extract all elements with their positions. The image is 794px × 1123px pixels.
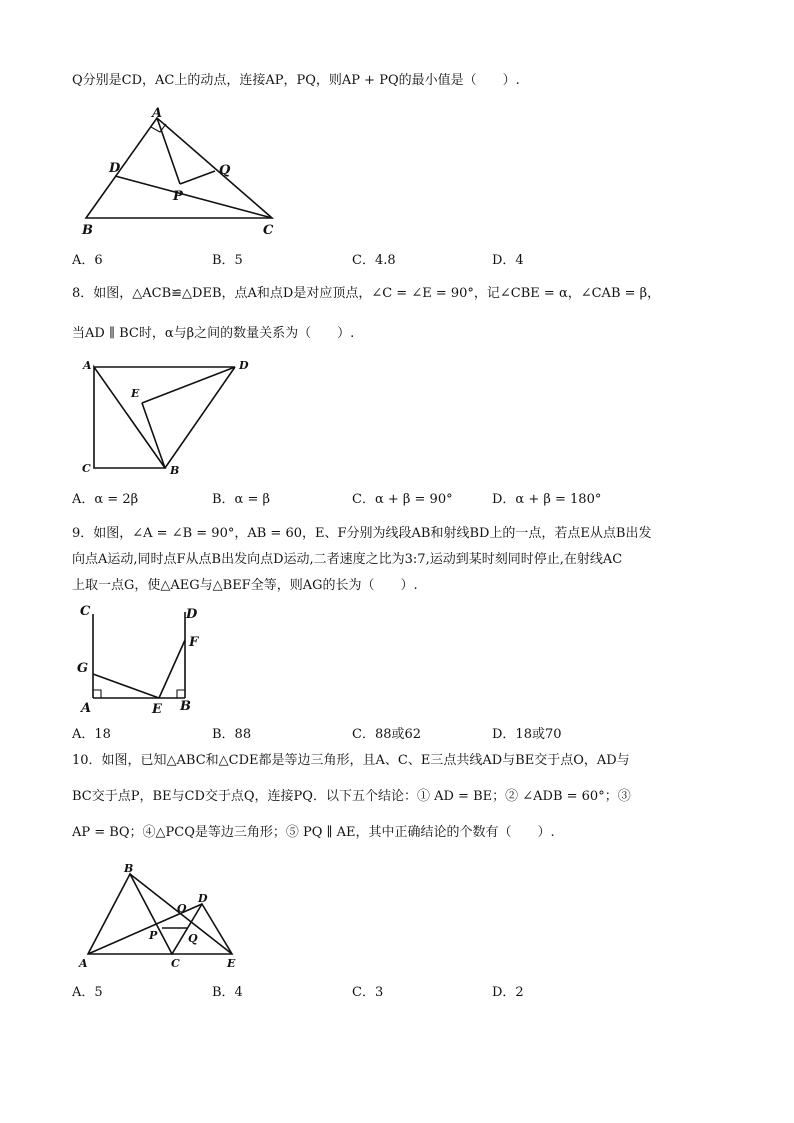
q10-option-b[interactable]: B．4 bbox=[212, 985, 243, 1000]
q7-label-p: P bbox=[173, 189, 183, 204]
q9-label-g: G bbox=[77, 661, 89, 676]
q9-text-line3: 上取一点G，使△AEG与△BEF全等，则AG的长为（ ）. bbox=[72, 578, 418, 593]
q10-option-a[interactable]: A．5 bbox=[72, 985, 103, 1000]
q9-label-b: B bbox=[180, 699, 191, 714]
q7-label-q: Q bbox=[219, 163, 231, 178]
q7-option-b[interactable]: B．5 bbox=[212, 253, 243, 268]
q10-label-e: E bbox=[227, 957, 236, 970]
q9-option-b[interactable]: B．88 bbox=[212, 727, 252, 742]
q10-text-line1: 10．如图，已知△ABC和△CDE都是等边三角形，且A、C、E三点共线AD与BE交于点O，AD与 bbox=[72, 753, 630, 768]
q10-text-line3: AP = BQ；④△PCQ是等边三角形；⑤ PQ ∥ AE，其中正确结论的个数有（ ）. bbox=[72, 825, 555, 840]
q10-label-b: B bbox=[124, 862, 134, 875]
q9-option-d[interactable]: D．18或70 bbox=[492, 727, 562, 742]
q8-label-b: B bbox=[170, 464, 180, 477]
q10-option-d[interactable]: D．2 bbox=[492, 985, 524, 1000]
q8-triangle-acb bbox=[94, 367, 165, 468]
q8-option-b[interactable]: B．α = β bbox=[212, 492, 271, 507]
q9-label-a: A bbox=[81, 701, 92, 716]
q9-label-d: D bbox=[186, 607, 198, 622]
q10-label-o: O bbox=[177, 902, 187, 915]
q8-segment-de bbox=[142, 367, 235, 403]
q7-segment-pq bbox=[180, 171, 215, 184]
q9-text-line1: 9．如图，∠A = ∠B = 90°，AB = 60，E、F分别为线段AB和射线BD上的一点，若点E从点B出发 bbox=[72, 526, 652, 541]
q8-option-a[interactable]: A．α = 2β bbox=[72, 492, 139, 507]
q10-label-a: A bbox=[79, 957, 88, 970]
q8-option-c[interactable]: C．α + β = 90° bbox=[352, 492, 453, 507]
q9-label-c: C bbox=[80, 604, 91, 619]
q9-label-f: F bbox=[189, 635, 199, 650]
q9-option-a[interactable]: A．18 bbox=[72, 727, 111, 742]
q7-option-c[interactable]: C．4.8 bbox=[352, 253, 396, 268]
q8-segment-eb bbox=[142, 403, 165, 468]
q10-label-c: C bbox=[171, 957, 180, 970]
q9-option-c[interactable]: C．88或62 bbox=[352, 727, 422, 742]
q8-segment-db bbox=[165, 367, 235, 468]
q10-option-c[interactable]: C．3 bbox=[352, 985, 384, 1000]
q7-label-c: C bbox=[263, 223, 274, 238]
q8-text-line1: 8．如图，△ACB≌△DEB，点A和点D是对应顶点，∠C = ∠E = 90°，记∠CBE = α，∠CAB = β， bbox=[72, 286, 661, 301]
q9-right-angle-a bbox=[93, 690, 101, 698]
q8-label-e: E bbox=[131, 387, 140, 400]
q9-figure bbox=[72, 602, 212, 717]
q7-option-d[interactable]: D．4 bbox=[492, 253, 524, 268]
q8-label-a: A bbox=[83, 359, 92, 372]
q9-text-line2: 向点A运动,同时点F从点B出发向点D运动,二者速度之比为3:7,运动到某时刻同时停止,在射线AC bbox=[72, 552, 623, 567]
q9-right-angle-b bbox=[177, 690, 185, 698]
q10-label-q: Q bbox=[188, 932, 198, 945]
q9-segment-ef bbox=[159, 640, 185, 698]
q8-figure bbox=[75, 358, 265, 478]
q9-segment-ge bbox=[93, 674, 159, 698]
q8-label-c: C bbox=[82, 462, 91, 475]
q10-triangle-abc bbox=[88, 874, 172, 954]
q9-label-e: E bbox=[152, 702, 162, 717]
q7-option-a[interactable]: A．6 bbox=[72, 253, 103, 268]
q10-text-line2: BC交于点P，BE与CD交于点Q，连接PQ．以下五个结论：① AD = BE；② ∠ADB = 60°；③ bbox=[72, 789, 631, 804]
q7-label-a: A bbox=[152, 106, 163, 121]
q7-label-d: D bbox=[109, 161, 121, 176]
q8-option-d[interactable]: D．α + β = 180° bbox=[492, 492, 602, 507]
q10-figure bbox=[75, 860, 255, 975]
q7-label-b: B bbox=[82, 223, 93, 238]
q8-text-line2: 当AD ∥ BC时，α与β之间的数量关系为（ ）. bbox=[72, 326, 355, 341]
q7-figure bbox=[70, 108, 290, 238]
q10-label-d: D bbox=[198, 892, 208, 905]
q7-right-angle-mark bbox=[151, 124, 166, 132]
q8-label-d: D bbox=[239, 359, 249, 372]
q7-text-line1: Q分别是CD，AC上的动点，连接AP，PQ，则AP + PQ的最小值是（ ）. bbox=[72, 73, 520, 88]
q10-label-p: P bbox=[149, 929, 158, 942]
